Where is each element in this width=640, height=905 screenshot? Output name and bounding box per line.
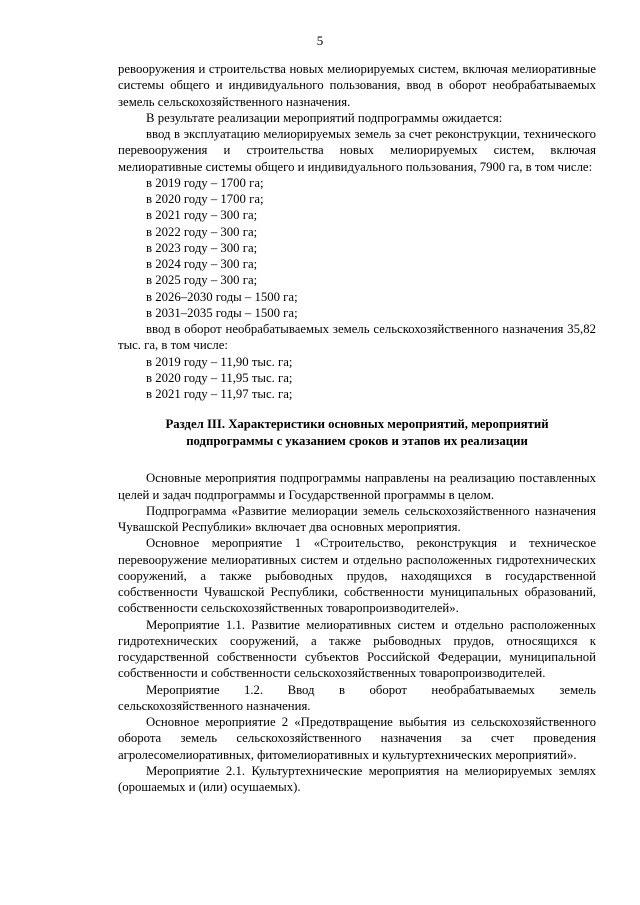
paragraph-continuation: ревооружения и строительства новых мелиорируемых систем, включая мелиоративные системы общего и индивидуального пользования, ввод в оборот необрабатываемых земель сельскохозяйственного назначения. bbox=[118, 62, 596, 109]
paragraph-subprogram: Подпрограмма «Развитие мелиорации земель сельскохозяйственного назначения Чувашской Республики» включает два основных мероприятия. bbox=[118, 503, 596, 534]
document-body bbox=[118, 61, 596, 795]
list-item: в 2024 году – 300 га; bbox=[146, 257, 258, 271]
paragraph-main-activity-2: Основное мероприятие 2 «Предотвращение выбытия из сельскохозяйственного оборота земель сельскохозяйственного назначения за счет проведения агролесомелиоративных, фитомелиоративных и культуртехнических мероприятий». bbox=[118, 715, 596, 762]
section-heading-line: подпрограммы с указанием сроков и этапов их реализации bbox=[186, 434, 528, 449]
land-circulation-year-list bbox=[118, 354, 596, 403]
paragraph-activity-1-2: Мероприятие 1.2. Ввод в оборот необрабатываемых земель сельскохозяйственного назначения. bbox=[118, 682, 596, 713]
page-number: 5 bbox=[316, 33, 324, 48]
list-item: в 2025 году – 300 га; bbox=[146, 273, 258, 288]
paragraph-commissioning: ввод в эксплуатацию мелиорируемых земель за счет реконструкции, технического перевооружения и строительства новых мелиорируемых систем, включая мелиоративные системы общего и индивидуального пользования, 7900 га, в том числе: bbox=[118, 127, 596, 174]
list-item: в 2020 году – 11,95 тыс. га; bbox=[146, 370, 293, 385]
paragraph-expected-results: В результате реализации мероприятий подпрограммы ожидается: bbox=[146, 110, 503, 125]
paragraph-land-circulation: ввод в оборот необрабатываемых земель сельскохозяйственного назначения 35,82 тыс. га, в том числе: bbox=[118, 322, 596, 353]
paragraph-activity-2-1: Мероприятие 2.1. Культуртехнические мероприятия на мелиорируемых землях (орошаемых и (или) осушаемых). bbox=[118, 763, 596, 794]
paragraph-activity-1-1: Мероприятие 1.1. Развитие мелиоративных систем и отдельно расположенных гидротехнических сооружений, а также рыбоводных прудов, относящихся к государственной собственности субъектов Российской Федерации, муниципальной собственности и собственности сельскохозяйственных товаропроизводителей. bbox=[118, 617, 596, 681]
list-item: в 2031–2035 годы – 1500 га; bbox=[146, 305, 298, 320]
list-item: в 2022 году – 300 га; bbox=[146, 224, 258, 239]
list-item: в 2019 году – 1700 га; bbox=[146, 175, 264, 190]
paragraph-main-activities: Основные мероприятия подпрограммы направлены на реализацию поставленных целей и задач подпрограммы и Государственной программы в целом. bbox=[118, 471, 596, 502]
list-item: в 2020 году – 1700 га; bbox=[146, 192, 264, 206]
section-heading-line: Раздел III. Характеристики основных мероприятий, мероприятий bbox=[165, 417, 549, 432]
list-item: в 2021 году – 300 га; bbox=[146, 208, 258, 223]
commissioning-year-list bbox=[118, 175, 596, 321]
section-heading bbox=[118, 416, 596, 450]
list-item: в 2021 году – 11,97 тыс. га; bbox=[146, 387, 293, 401]
list-item: в 2023 году – 300 га; bbox=[146, 240, 258, 255]
list-item: в 2019 году – 11,90 тыс. га; bbox=[146, 354, 293, 369]
paragraph-main-activity-1: Основное мероприятие 1 «Строительство, реконструкция и техническое перевооружение мелиоративных систем и отдельно расположенных гидротехнических сооружений, а также рыбоводных прудов, находящихся в государственной собственности Чувашской Республики, собственности муниципальных образований, собственности сельскохозяйственных товаропроизводителей». bbox=[118, 536, 596, 616]
list-item: в 2026–2030 годы – 1500 га; bbox=[146, 289, 298, 304]
